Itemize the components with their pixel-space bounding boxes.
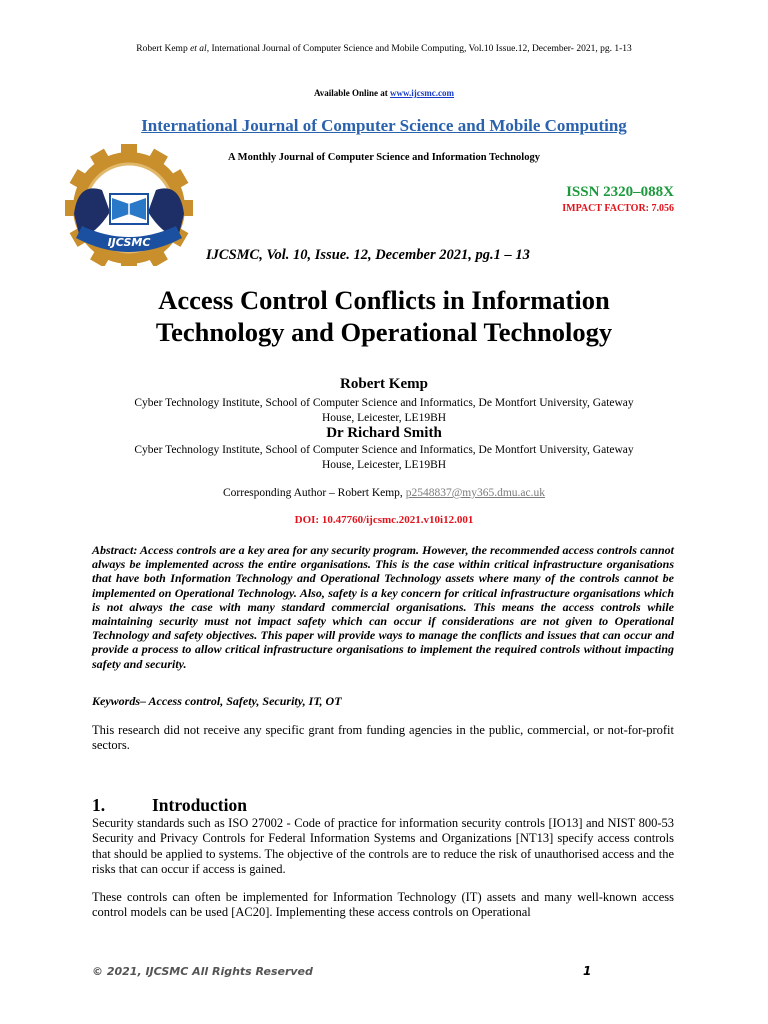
running-header-details: , International Journal of Computer Science and Mobile Computing, Vol.10 Issue.12, December- 2021, pg. 1-13 — [206, 44, 632, 54]
author-name-2: Dr Richard Smith — [326, 425, 442, 441]
journal-website-link[interactable]: www.ijcsmc.com — [390, 88, 455, 98]
footer-page-number: 1 — [583, 964, 592, 978]
corresponding-author — [0, 487, 768, 499]
ijcsmc-logo — [56, 142, 202, 266]
intro-paragraph-2: These controls can often be implemented for Information Technology (IT) assets and many well-known access control models can be used [AC20]. Implementing these access controls on Operational — [92, 890, 674, 920]
journal-name[interactable]: International Journal of Computer Science and Mobile Computing — [141, 116, 627, 135]
author-name-1: Robert Kemp — [340, 376, 428, 392]
section-heading-introduction — [92, 795, 247, 816]
funding-statement: This research did not receive any specific grant from funding agencies in the public, commercial, or not-for-profit sectors. — [92, 723, 674, 753]
running-header-etal: et al — [190, 44, 207, 54]
issn: ISSN 2320–088X — [566, 184, 674, 200]
intro-paragraph-1: Security standards such as ISO 27002 - Code of practice for information security controls [IO13] and NIST 800-53 Security and Privacy Controls for Federal Information Systems and Organizations [NT13] specify access controls that should be applied to systems. The objective of the controls are to reduce the risk of unauthorised access and the risks that can occur if access is gained. — [92, 816, 674, 876]
logo-text: IJCSMC — [107, 236, 151, 249]
author-affiliation-1-line-2: House, Leicester, LE19BH — [321, 412, 447, 424]
impact-factor: IMPACT FACTOR: 7.056 — [562, 203, 674, 214]
paper-title-line-1: Access Control Conflicts in Information — [158, 285, 610, 315]
author-affiliation-2-line-2: House, Leicester, LE19BH — [321, 459, 447, 471]
corresponding-email-link[interactable]: p2548837@my365.dmu.ac.uk — [405, 487, 546, 499]
paper-title-line-2: Technology and Operational Technology — [155, 317, 613, 347]
running-header — [0, 44, 768, 54]
issue-citation: IJCSMC, Vol. 10, Issue. 12, December 2021, pg.1 – 13 — [206, 247, 530, 263]
section-number: 1. — [92, 795, 106, 815]
abstract: Abstract: Access controls are a key area for any security program. However, the recommended access controls cannot always be implemented across the entire organisations. This is the case within critical infrastructure organisations that have both Information Technology and Operational Technology assets where many of the controls cannot be implemented on Operational Technology. Also, safety is a key concern for critical infrastructure organisations which is not always the case with many standard commercial organisations. This means the access controls while maintaining security must not impact safety which can occur if considerations are not given to Operational Technology and safety objectives. This paper will provide ways to manage the conflicts and issues that can occur and provide a process to allow critical infrastructure organisations to implement the required controls without impacting safety and security. — [92, 543, 674, 671]
available-online-label: Available Online at — [313, 88, 391, 98]
paper-title — [0, 284, 768, 348]
doi[interactable]: DOI: 10.47760/ijcsmc.2021.v10i12.001 — [294, 514, 474, 526]
keywords: Keywords– Access control, Safety, Security, IT, OT — [92, 694, 342, 708]
author-affiliation-1-line-1: Cyber Technology Institute, School of Computer Science and Informatics, De Montfort University, Gateway — [134, 397, 634, 409]
running-header-author: Robert Kemp — [136, 44, 191, 54]
section-title: Introduction — [152, 795, 247, 815]
author-affiliation-2 — [90, 443, 678, 473]
author-affiliation-1 — [90, 396, 678, 426]
corresponding-author-label: Corresponding Author – Robert Kemp, — [222, 487, 406, 499]
available-online — [0, 88, 768, 98]
footer-copyright: © 2021, IJCSMC All Rights Reserved — [92, 965, 313, 978]
journal-tagline: A Monthly Journal of Computer Science and Information Technology — [228, 152, 540, 163]
author-affiliation-2-line-1: Cyber Technology Institute, School of Computer Science and Informatics, De Montfort University, Gateway — [134, 444, 634, 456]
